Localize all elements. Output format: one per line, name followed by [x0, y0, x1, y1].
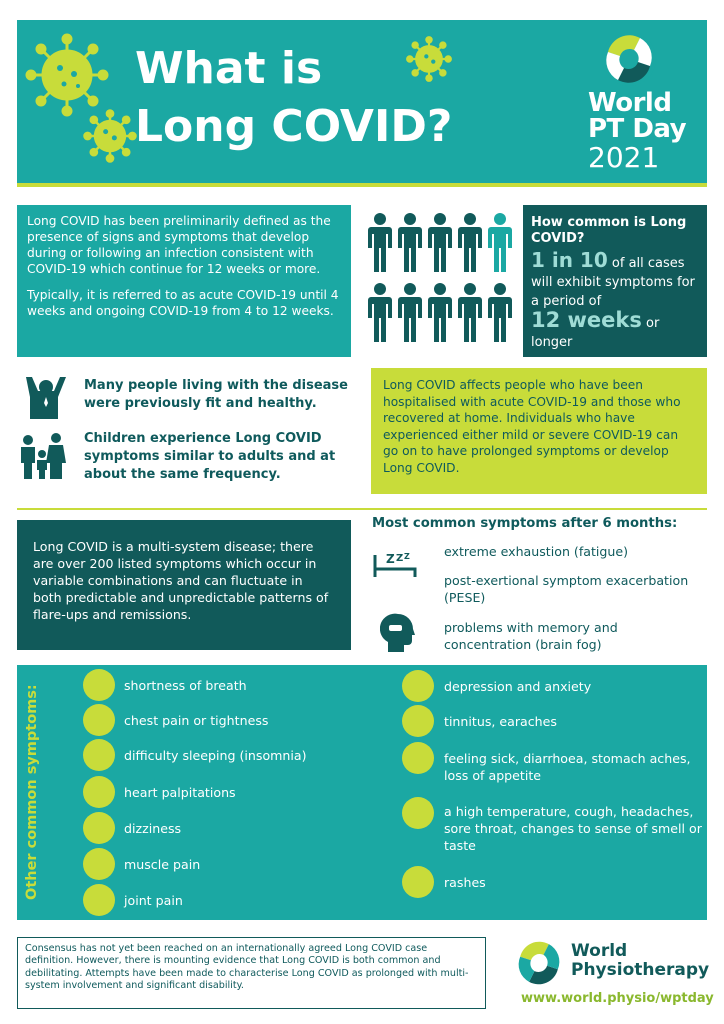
intro-paragraph-1: Long COVID has been preliminarily defined as the presence of signs and symptoms that develop during or following an infection consistent with COVID-19 which continue for 12 weeks or more.: [27, 214, 331, 276]
symptom-chest-pain: chest pain or tightness: [124, 713, 269, 728]
symptom-heart-palpitations: heart palpitations: [124, 785, 236, 800]
fact-children: Children experience Long COVID symptoms similar to adults and at about the same frequency.: [84, 431, 336, 482]
section-divider: [17, 508, 707, 510]
heartbeat-icon: [83, 776, 115, 808]
symptom-dizziness: dizziness: [124, 821, 182, 836]
ear-icon: [402, 705, 434, 737]
page-title: [135, 40, 555, 156]
world-pt-day-logo-icon: [600, 30, 658, 88]
symptom-joint-pain: joint pain: [124, 893, 183, 908]
joint-icon: [83, 884, 115, 916]
svg-text:Z: Z: [404, 552, 410, 561]
highlighted-person-icon: [488, 213, 512, 272]
sleep-bed-icon: [372, 547, 418, 579]
muscle-icon: [83, 848, 115, 880]
title-line-1: What is: [135, 43, 323, 94]
consensus-note: Consensus has not yet been reached on an internationally agreed Long COVID case definition. However, there is mounting evidence that Long COVID is both common and debilitating. Attempts have been made to characterise Long COVID as prolonged with multi-system involvement and significant disability.: [17, 937, 486, 1009]
six-month-symptoms-heading: Most common symptoms after 6 months:: [372, 516, 678, 531]
symptom-insomnia: difficulty sleeping (insomnia): [124, 748, 307, 763]
world-physiotherapy-logo-icon: [513, 937, 565, 989]
symptom-temperature: a high temperature, cough, headaches, sore throat, changes to sense of smell or taste: [444, 804, 702, 853]
badge-line-2: PT Day: [588, 114, 687, 144]
stomach-icon: [402, 742, 434, 774]
fact-previously-fit: Many people living with the disease were previously fit and healthy.: [84, 378, 348, 411]
svg-text:Z: Z: [396, 553, 404, 564]
org-line-2: Physiotherapy: [571, 960, 710, 980]
website-link[interactable]: www.world.physio/wptday: [521, 991, 714, 1006]
intro-paragraph-2: Typically, it is referred to as acute COVID-19 until 4 weeks and ongoing COVID-19 from 4 to 12 weeks.: [27, 288, 339, 318]
raised-arms-person-icon: [22, 375, 70, 419]
prevalence-stat-box: [523, 205, 707, 357]
rash-icon: [402, 866, 434, 898]
intro-definition-box: [17, 205, 351, 357]
symptom-stomach: feeling sick, diarrhoea, stomach aches, loss of appetite: [444, 751, 691, 783]
symptom-tinnitus: tinnitus, earaches: [444, 714, 557, 729]
other-symptoms-label: Other common symptoms:: [24, 684, 40, 900]
breathing-icon: [83, 669, 115, 701]
dizziness-icon: [83, 812, 115, 844]
symptom-pese: post-exertional symptom exacerbation (PESE): [444, 573, 689, 605]
stat-question: How common is Long COVID?: [531, 215, 687, 246]
virus-icon: [22, 30, 112, 120]
title-line-2: Long COVID?: [135, 101, 453, 152]
stat-text-2: or longer: [531, 316, 660, 350]
stat-weeks: 12 weeks: [531, 308, 642, 332]
symptom-depression: depression and anxiety: [444, 679, 592, 694]
org-line-1: World: [571, 941, 628, 961]
stat-text-1: of all cases will exhibit symptoms for a period of: [531, 256, 695, 309]
lungs-icon: [83, 704, 115, 736]
svg-text:Z: Z: [386, 552, 395, 566]
symptom-fatigue: extreme exhaustion (fatigue): [444, 544, 629, 559]
badge-year: 2021: [588, 141, 660, 174]
people-ratio-icon: [368, 210, 528, 350]
symptom-brain-fog: problems with memory and concentration (brain fog): [444, 620, 618, 652]
insomnia-icon: [83, 739, 115, 771]
stat-ratio: 1 in 10: [531, 248, 608, 272]
organization-name: [571, 942, 709, 980]
world-pt-day-badge: [588, 90, 703, 174]
header-stripe: [17, 183, 707, 187]
symptom-shortness-of-breath: shortness of breath: [124, 678, 247, 693]
family-icon: [18, 432, 72, 480]
virus-icon: [82, 108, 138, 164]
thermometer-icon: [402, 797, 434, 829]
head-brain-icon: [380, 612, 416, 652]
symptom-muscle-pain: muscle pain: [124, 857, 201, 872]
badge-line-1: World: [588, 88, 672, 118]
hospitalisation-note-box: Long COVID affects people who have been hospitalised with acute COVID-19 and those who recovered at home. Individuals who have experienced either mild or severe COVID-19 can go on to have prolonged symptoms or develop Long COVID.: [371, 368, 707, 494]
symptom-rashes: rashes: [444, 875, 486, 890]
brain-icon: [402, 670, 434, 702]
multi-system-box: Long COVID is a multi-system disease; there are over 200 listed symptoms which occur in variable combinations and can fluctuate in both predictable and unpredictable patterns of flare-ups and remissions.: [17, 520, 351, 650]
